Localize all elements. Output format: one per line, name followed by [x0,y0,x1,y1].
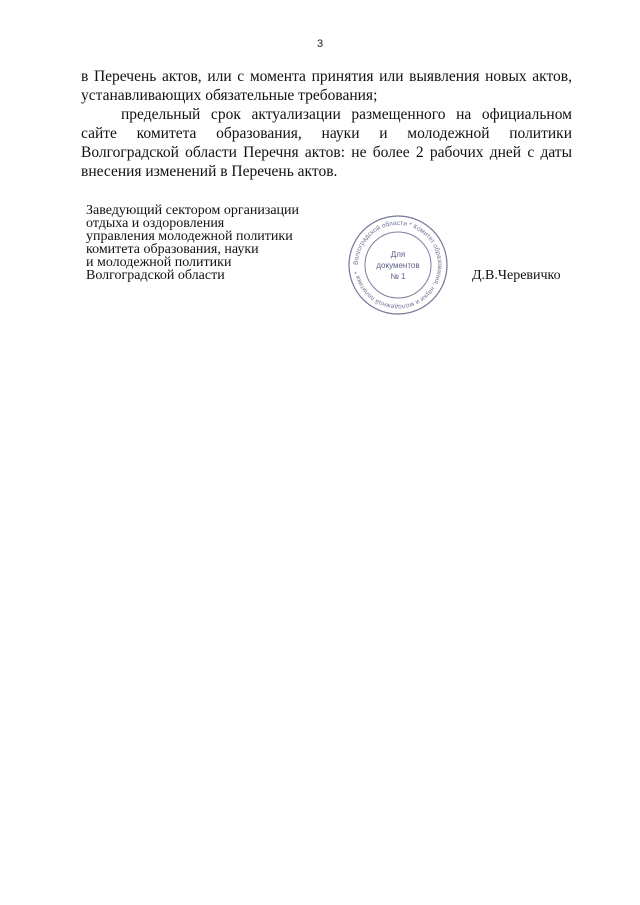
signer-title-line: отдыха и оздоровления [86,216,225,231]
paragraph-deadline: предельный срок актуализации размещенного на официальном сайте комитета образования, науки и молодежной политики Волгоградской области Перечня актов: не более 2 рабочих дней с даты внесения изменений в Перечень актов. [81,106,572,180]
signer-title-line: Заведующий сектором организации [86,203,300,218]
signer-title-line: Волгоградской области [86,268,225,283]
signer-title [86,204,336,282]
official-stamp [346,213,450,317]
stamp-center-line: Для [390,250,406,259]
body-text [81,67,572,181]
page-number: 3 [316,38,324,50]
signer-title-line: комитета образования, науки [86,242,259,257]
stamp-ring-textpath: Волгоградской области * Комитет образования, науки и молодежной политики * [352,219,444,311]
paragraph-continuation: в Перечень актов, или с момента принятия или выявления новых актов, устанавливающих обязательные требования; [81,68,572,104]
signer-name: Д.В.Черевичко [472,268,561,283]
signer-title-line: управления молодежной политики [86,229,293,244]
signer-title-line: и молодежной политики [86,255,232,270]
stamp-center-line: № 1 [390,272,406,281]
stamp-center-line: документов [376,261,420,270]
